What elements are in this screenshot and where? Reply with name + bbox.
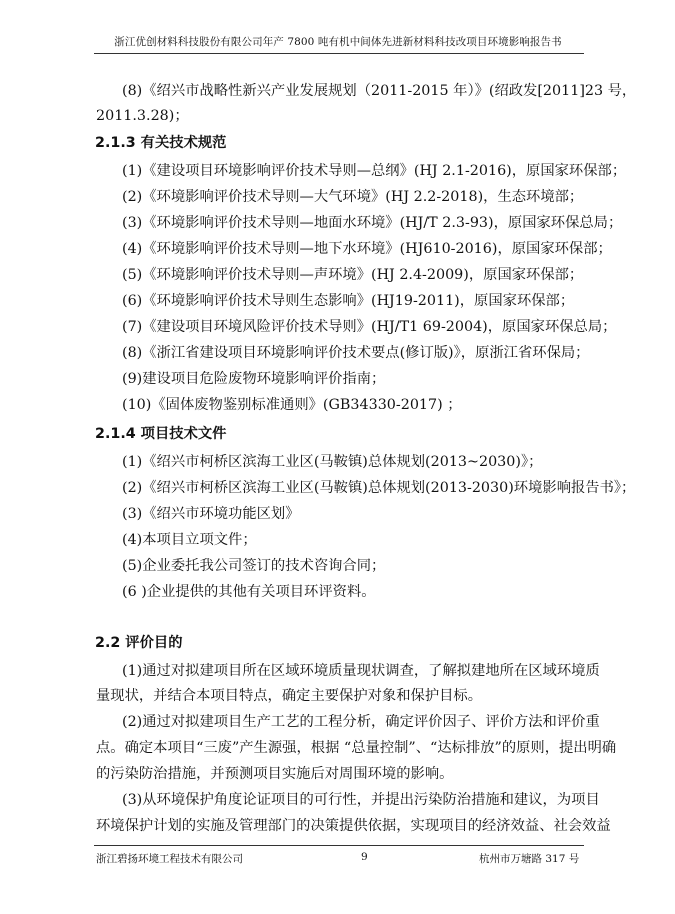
footer-divider <box>94 845 584 846</box>
section-2-1-3-heading: 2.1.3 有关技术规范 <box>95 135 227 151</box>
page-header: 浙江优创材料科技股份有限公司年产 7800 吨有机中间体先进新材料科技改项目环境影响报告书 <box>114 36 562 48</box>
list-item: (5)《环境影响评价技术导则—声环境》(HJ 2.4-2009)，原国家环保部； <box>122 267 584 283</box>
list-item: (8)《浙江省建设项目环境影响评价技术要点(修订版)》，原浙江省环保局； <box>122 345 590 361</box>
list-item: (10)《固体废物鉴别标准通则》(GB34330-2017) ； <box>122 397 462 413</box>
list-item: (3)《绍兴市环境功能区划》 <box>122 506 300 522</box>
para8-line2: 2011.3.28)； <box>96 108 189 124</box>
list-item: (1)《建设项目环境影响评价技术导则—总纲》(HJ 2.1-2016)，原国家环保部； <box>122 163 627 179</box>
list-item: (4)本项目立项文件； <box>122 532 257 548</box>
list-item: (4)《环境影响评价技术导则—地下水环境》(HJ610-2016)，原国家环保部； <box>122 241 612 257</box>
list-item: (7)《建设项目环境风险评价技术导则》(HJ/T1 69-2004)，原国家环保总局； <box>122 319 617 335</box>
list-item: (2)《绍兴市柯桥区滨海工业区(马鞍镇)总体规划(2013-2030)环境影响报告书》； <box>122 480 636 496</box>
list-item: (9)建设项目危险废物环境影响评价指南； <box>122 371 386 387</box>
section-2-2-heading: 2.2 评价目的 <box>95 635 183 651</box>
paragraph-line: 的污染防治措施，并预测项目实施后对周围环境的影响。 <box>96 766 454 782</box>
paragraph-line: 量现状，并结合本项目特点，确定主要保护对象和保护目标。 <box>96 688 483 704</box>
para8-line1: (8)《绍兴市战略性新兴产业发展规划（2011-2015 年）》(绍政发[2011]23 号， <box>122 83 637 99</box>
footer-page-number: 9 <box>361 851 368 863</box>
list-item: (2)《环境影响评价技术导则—大气环境》(HJ 2.2-2018)，生态环境部； <box>122 189 584 205</box>
paragraph-line: (2)通过对拟建项目生产工艺的工程分析，确定评价因子、评价方法和评价重 <box>122 714 600 730</box>
header-divider <box>94 53 584 54</box>
section-2-1-4-heading: 2.1.4 项目技术文件 <box>95 426 227 442</box>
paragraph-line: 环境保护计划的实施及管理部门的决策提供依据，实现项目的经济效益、社会效益 <box>96 818 611 834</box>
paragraph-line: (3)从环境保护角度论证项目的可行性，并提出污染防治措施和建议，为项目 <box>122 792 600 808</box>
footer-address: 杭州市万塘路 317 号 <box>479 853 580 865</box>
footer-company: 浙江碧扬环境工程技术有限公司 <box>96 853 243 865</box>
paragraph-line: 点。确定本项目“三废”产生源强，根据 “总量控制”、“达标排放”的原则，提出明确 <box>96 740 617 756</box>
list-item: (5)企业委托我公司签订的技术咨询合同； <box>122 558 386 574</box>
list-item: (1)《绍兴市柯桥区滨海工业区(马鞍镇)总体规划(2013~2030)》； <box>122 454 543 470</box>
list-item: (6)《环境影响评价技术导则生态影响》(HJ19-2011)，原国家环保部； <box>122 293 575 309</box>
paragraph-line: (1)通过对拟建项目所在区域环境质量现状调查，了解拟建地所在区域环境质 <box>122 663 600 679</box>
list-item: (3)《环境影响评价技术导则—地面水环境》(HJ/T 2.3-93)，原国家环保总局； <box>122 215 623 231</box>
list-item: (6 )企业提供的其他有关项目环评资料。 <box>122 584 376 600</box>
